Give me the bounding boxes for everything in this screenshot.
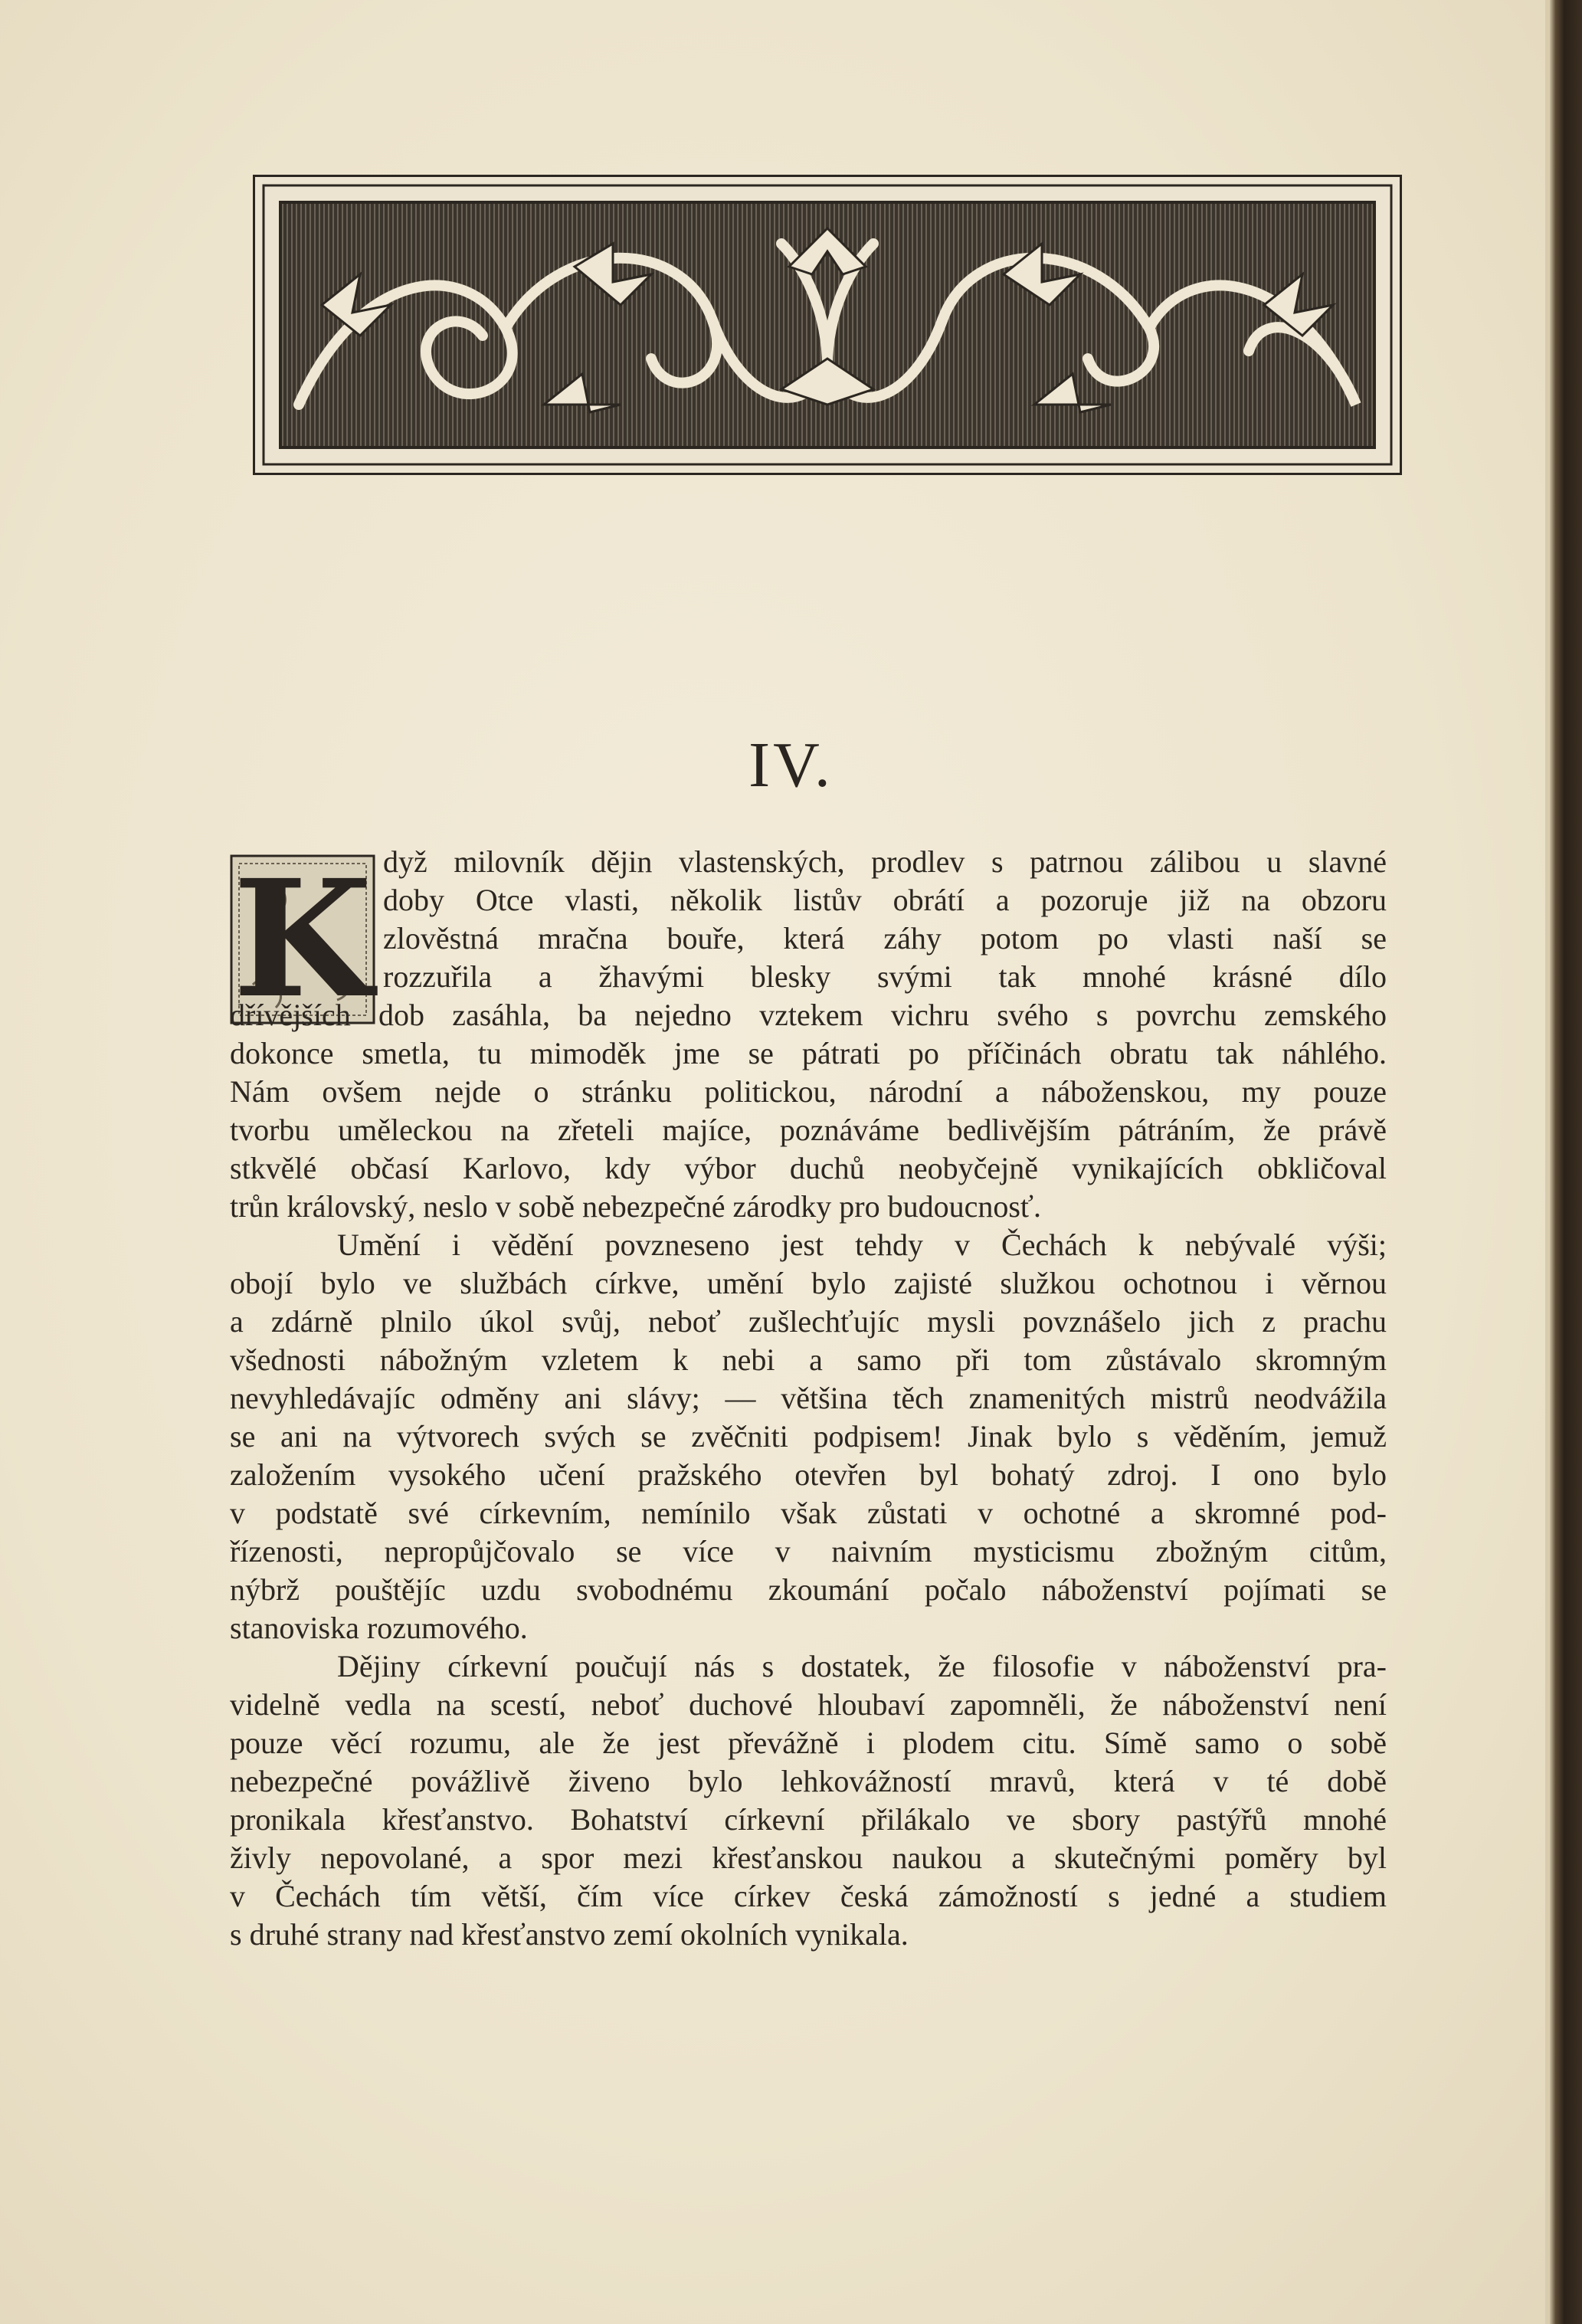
text-line: videlně vedla na scestí, neboť duchové hloubaví zapomněli, že náboženství není — [230, 1687, 1387, 1722]
text-line: všednosti nábožným vzletem k nebi a samo při tom zůstávalo skromným — [230, 1342, 1387, 1377]
text-line: doby Otce vlasti, několik listův obrátí a pozoruje již na obzoru — [383, 883, 1387, 917]
text-line: nevyhledávajíc odměny ani slávy; — většina těch znamenitých mistrů neodvážila — [230, 1381, 1387, 1415]
book-spine — [1550, 0, 1582, 2324]
text-line: pouze věcí rozumu, ale že jest převážně i plodem citu. Símě samo o sobě — [230, 1726, 1387, 1760]
text-line: dyž milovník dějin vlastenských, prodlev s patrnou zálibou u slavné — [383, 844, 1387, 879]
text-line: založením vysokého učení pražského otevřen byl bohatý zdroj. I ono bylo — [230, 1457, 1387, 1492]
text-line: živly nepovolané, a spor mezi křesťanskou naukou a skutečnými poměry byl — [230, 1841, 1387, 1875]
text-line: stanoviska rozumového. — [230, 1611, 528, 1645]
text-line: pronikala křesťanstvo. Bohatství církevní přilákalo ve sbory pastýřů mnohé — [230, 1802, 1387, 1837]
text-line: stkvělé občasí Karlovo, kdy výbor duchů neobyčejně vynikajících obkličoval — [230, 1151, 1387, 1185]
paragraph — [230, 843, 1387, 1226]
chapter-number: IV. — [748, 729, 834, 801]
text-line: Dějiny církevní poučují nás s dostatek, že filosofie v náboženství pra- — [337, 1649, 1387, 1683]
text-line: rozzuřila a žhavými blesky svými tak mnohé krásné dílo — [383, 959, 1387, 994]
text-line: a zdárně plnilo úkol svůj, neboť zušlechťujíc mysli povznášelo jich z prachu — [230, 1304, 1387, 1339]
ornamental-headpiece — [253, 175, 1402, 475]
text-line: Umění i vědění povzneseno jest tehdy v Čechách k nebývalé výši; — [337, 1228, 1387, 1262]
text-line: nýbrž pouštějíc uzdu svobodnému zkoumání počalo náboženství pojímati se — [230, 1572, 1387, 1607]
text-line: zlověstná mračna bouře, která záhy potom po vlasti naší se — [383, 921, 1387, 955]
paragraph — [230, 1226, 1387, 1647]
paragraph — [230, 1647, 1387, 1954]
text-line: trůn královský, neslo v sobě nebezpečné zárodky pro budoucnosť. — [230, 1189, 1042, 1224]
text-line: s druhé strany nad křesťanstvo zemí okolních vynikala. — [230, 1917, 909, 1952]
text-line: tvorbu uměleckou na zřeteli majíce, poznáváme bedlivějším pátráním, že právě — [230, 1113, 1387, 1147]
text-line: v Čechách tím větší, čím více církev česká zámožností s jedné a studiem — [230, 1879, 1387, 1913]
text-line: řízenosti, nepropůjčovalo se více v naivním mysticismu zbožným citům, — [230, 1534, 1387, 1568]
text-line: nebezpečné povážlivě živeno bylo lehkovážností mravů, která v té době — [230, 1764, 1387, 1798]
text-line: obojí bylo ve službách církve, umění bylo zajisté služkou ochotnou i věrnou — [230, 1266, 1387, 1300]
text-line: dřívějších dob zasáhla, ba nejedno vztekem vichru svého s povrchu zemského — [230, 998, 1387, 1032]
text-line: se ani na výtvorech svých se zvěčniti podpisem! Jinak bylo s věděním, jemuž — [230, 1419, 1387, 1454]
text-line: v podstatě své církevním, nemínilo však zůstati v ochotné a skromné pod- — [230, 1496, 1387, 1530]
chapter-body — [230, 843, 1387, 1954]
text-line: Nám ovšem nejde o stránku politickou, národní a náboženskou, my pouze — [230, 1074, 1387, 1109]
text-line: dokonce smetla, tu mimoděk jme se pátrati po příčinách obratu tak náhlého. — [230, 1036, 1387, 1070]
drop-cap-letter: K — [232, 844, 373, 1034]
